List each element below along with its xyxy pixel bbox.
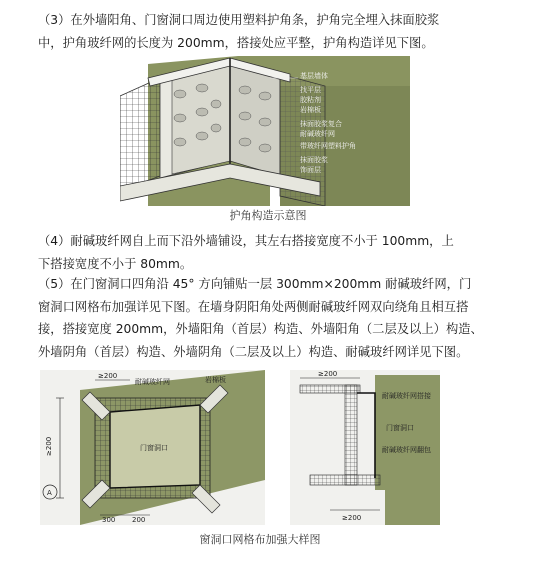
mesh-left — [120, 78, 160, 191]
paragraph-5-line-3: 接，搭接宽度 200mm，外墙阳角（首层）构造、外墙阳角（二层及以上）构造、 — [38, 322, 483, 336]
insulation-right — [230, 62, 280, 176]
label-leveling-layer: 找平层 — [300, 86, 321, 94]
dim-top-label: ≥200 — [98, 372, 118, 380]
mesh-vertical-strip — [345, 385, 357, 485]
paragraph-4-line-2: 下搭接宽度不小于 80mm。 — [38, 256, 193, 271]
mesh-bottom-strip — [310, 475, 380, 485]
paragraph-3-line-2: 中，护角玻纤网的长度为 200mm，搭接处应平整，护角构造详见下图。 — [38, 35, 434, 50]
paragraph-5 — [38, 273, 498, 363]
label-plaster-composite: 抹面胶浆复合 — [300, 120, 342, 128]
label-corner-bead: 带玻纤网塑料护角 — [300, 142, 356, 150]
paragraph-4 — [38, 230, 498, 275]
paragraph-5-line-1: （5）在门窗洞口四角沿 45° 方向铺贴一层 300mm×200mm 耐碱玻纤网，门 — [38, 277, 472, 291]
label-mesh: 耐碱玻纤网 — [300, 130, 335, 138]
window-mesh-figure-right — [290, 370, 440, 525]
label-finish: 饰面层 — [300, 166, 321, 174]
axis-mark-label: A — [47, 489, 52, 497]
corner-protection-figure — [120, 56, 420, 206]
label-rock-wool: 岩棉板 — [300, 106, 321, 114]
mesh-note-label: 耐碱玻纤网 — [135, 378, 170, 386]
label-plaster: 抹面胶浆 — [300, 156, 328, 164]
paragraph-3-line-1: （3）在外墙阳角、门窗洞口周边使用塑料护角条，护角完全埋入抹面胶浆 — [38, 13, 440, 27]
right-opening-label: 门窗洞口 — [386, 424, 414, 432]
paragraph-5-line-2: 窗洞口网格布加强详见下图。在墙身阴阳角处两侧耐碱玻纤网双向绕角且相互搭 — [38, 299, 469, 314]
dim-left-label: ≥200 — [45, 436, 53, 456]
figure-2-caption: 窗洞口网格布加强大样图 — [199, 533, 321, 546]
right-mesh-top-label: 耐碱玻纤网搭接 — [382, 392, 431, 400]
right-dim-bottom-label: ≥200 — [342, 514, 362, 522]
anchor-label: 岩棉板 — [205, 376, 226, 384]
window-mesh-figure-left — [40, 370, 265, 525]
opening-label: 门窗洞口 — [140, 444, 168, 452]
window-mesh-diagram-right — [290, 370, 440, 525]
dim-bottom-a-label: 300 — [102, 516, 116, 524]
right-dim-top-label: ≥200 — [318, 370, 338, 378]
label-adhesive: 胶粘剂 — [300, 96, 321, 104]
label-base-wall: 基层墙体 — [300, 72, 328, 80]
paragraph-5-line-4: 外墙阴角（首层）构造、外墙阴角（二层及以上）构造、耐碱玻纤网详见下图。 — [38, 344, 469, 359]
paragraph-4-line-1: （4）耐碱玻纤网自上而下沿外墙铺设，其左右搭接宽度不小于 100mm，上 — [38, 234, 454, 248]
corner-protection-diagram — [120, 56, 420, 206]
paragraph-3 — [38, 9, 498, 54]
dim-bottom-b-label: 200 — [132, 516, 146, 524]
window-mesh-diagram-left — [40, 370, 265, 525]
right-mesh-bottom-label: 耐碱玻纤网翻包 — [382, 446, 431, 454]
figure-1-caption: 护角构造示意图 — [229, 209, 307, 222]
